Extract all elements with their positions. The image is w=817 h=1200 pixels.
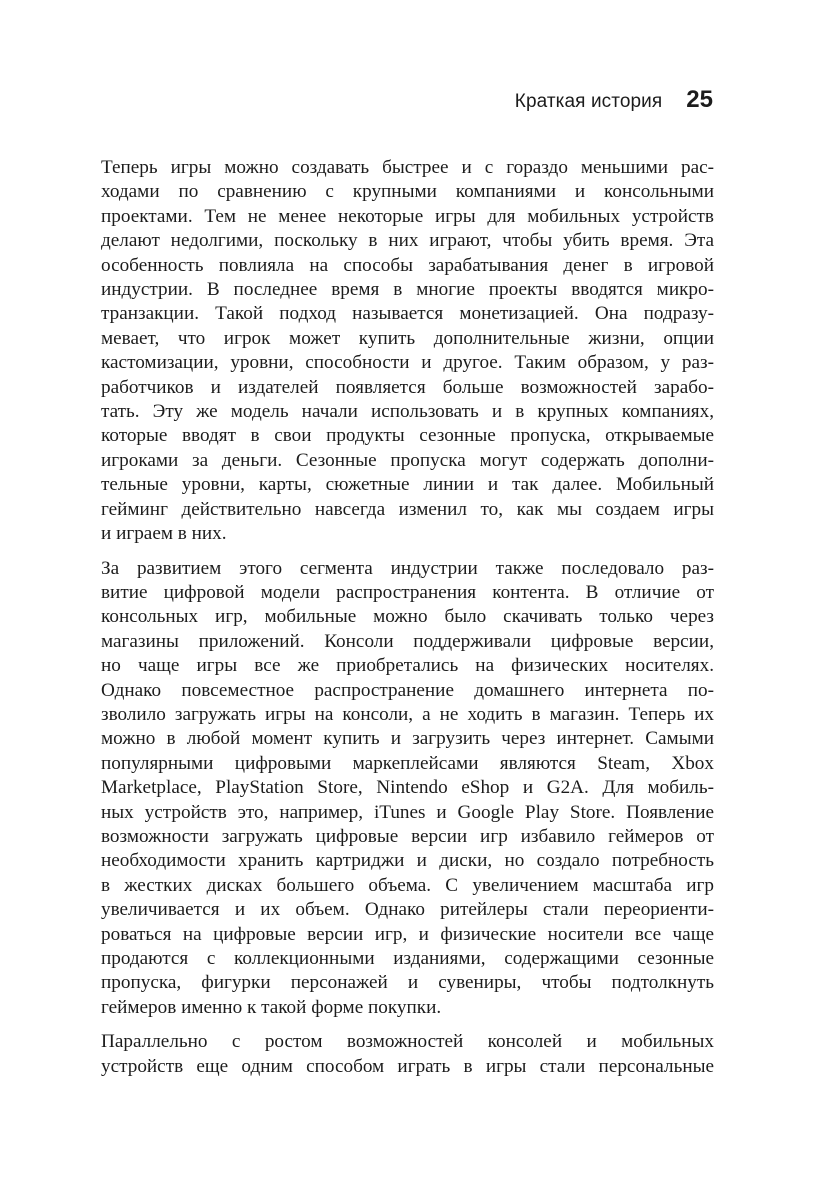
text-line: продаются с коллекционными изданиями, содержащими сезонные (101, 948, 714, 969)
text-line: делают недолгими, поскольку в них играют, чтобы убить время. Эта (101, 230, 714, 252)
text-line: тельные уровни, карты, сюжетные линии и так далее. Мобильный (101, 474, 714, 496)
text-line: зволило загружать игры на консоли, а не ходить в магазин. Теперь их (101, 703, 714, 725)
text-line: в жестких дисках большего объема. С увеличением масштаба игр (101, 874, 714, 896)
text-line: игроками за деньги. Сезонные пропуска могут содержать дополни- (101, 449, 714, 471)
text-line: можно в любой момент купить и загрузить через интернет. Самыми (101, 728, 714, 750)
running-title: Краткая история (514, 91, 663, 112)
text-line: геймеров именно к такой форме покупки. (101, 996, 442, 1018)
text-line: Теперь игры можно создавать быстрее и с гораздо меньшими рас- (101, 157, 714, 178)
text-line: необходимости хранить картриджи и диски, но создало потребность (101, 850, 714, 872)
text-line: мевает, что игрок может купить дополнительные жизни, опции (101, 327, 714, 349)
text-line: За развитием этого сегмента индустрии также последовало раз- (101, 557, 714, 579)
text-line: Однако повсеместное распространение домашнего интернета по- (101, 679, 714, 701)
text-line: транзакции. Такой подход называется монетизацией. Она подразу- (101, 303, 714, 325)
paragraph-monetization (101, 156, 714, 547)
paragraph-pc-gaming (101, 1030, 714, 1079)
text-line: роваться на цифровые версии игр, и физические носители все чаще (101, 923, 714, 945)
text-line: ходами по сравнению с крупными компаниями и консольными (101, 181, 714, 203)
body-text (101, 156, 714, 1089)
text-line: витие цифровой модели распространения контента. В отличие от (101, 581, 714, 603)
text-line: проектами. Тем не менее некоторые игры для мобильных устройств (101, 205, 714, 227)
text-line: работчиков и издателей появляется больше возможностей зарабо- (101, 376, 714, 398)
text-line: ных устройств это, например, iTunes и Google Play Store. Появление (101, 801, 714, 823)
text-line: пропуска, фигурки персонажей и сувениры, чтобы подтолкнуть (101, 972, 714, 994)
text-line: возможности загружать цифровые версии игр избавило геймеров от (101, 825, 714, 847)
text-line: магазины приложений. Консоли поддерживали цифровые версии, (101, 630, 714, 652)
text-line: которые вводят в свои продукты сезонные пропуска, открываемые (101, 425, 714, 447)
paragraph-digital-distribution (101, 557, 714, 1021)
text-line: Параллельно с ростом возможностей консолей и мобильных (101, 1031, 714, 1053)
page-header (515, 86, 713, 120)
text-line: индустрии. В последнее время в многие проекты вводятся микро- (101, 279, 714, 301)
text-line: гейминг действительно навсегда изменил то, как мы создаем игры (101, 498, 714, 520)
text-line: особенность повлияла на способы зарабатывания денег в игровой (101, 254, 714, 276)
page-number: 25 (686, 86, 713, 113)
text-line: но чаще игры все же приобретались на физических носителях. (101, 655, 714, 677)
text-line: популярными цифровыми маркеплейсами являются Steam, Xbox (101, 752, 714, 774)
text-line: тать. Эту же модель начали использовать и в крупных компаниях, (101, 401, 714, 423)
text-line: кастомизации, уровни, способности и другое. Таким образом, у раз- (101, 352, 714, 374)
text-line: увеличивается и их объем. Однако ритейлеры стали переориенти- (101, 899, 714, 921)
text-line: консольных игр, мобильные можно было скачивать только через (101, 606, 714, 628)
text-line: устройств еще одним способом играть в игры стали персональные (101, 1055, 714, 1077)
text-line: и играем в них. (101, 523, 227, 545)
text-line: Marketplace, PlayStation Store, Nintendo eShop и G2A. Для мобиль- (101, 777, 714, 799)
